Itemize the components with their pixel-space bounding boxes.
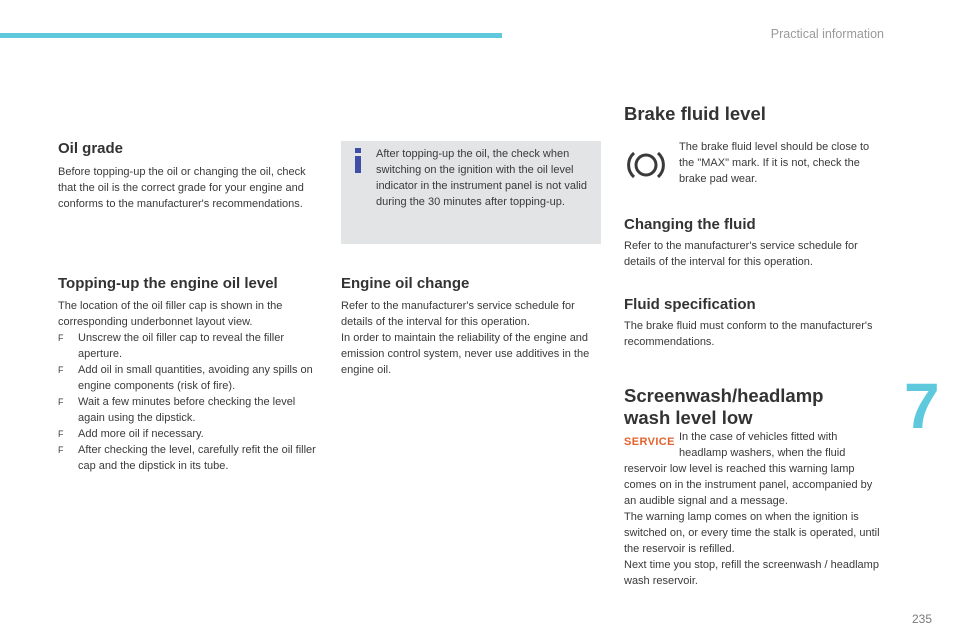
screenwash-text-1: In the case of vehicles fitted with headlamp washers, when the fluid reservoir low level is reached this warning lamp comes on in the instrument panel, accompanied by an audible signal and a message. <box>624 431 873 507</box>
screenwash-text-2: The warning lamp comes on when the ignition is switched on, or every time the stalk is operated, until the reservoir is refilled. <box>624 511 880 555</box>
list-item: F After checking the level, carefully refit the oil filler cap and the dipstick in its tube. <box>58 444 316 472</box>
list-item: F Wait a few minutes before checking the level again using the dipstick. <box>58 396 296 424</box>
topping-up-body <box>58 298 320 474</box>
bullet-marker: F <box>58 429 64 439</box>
bullet-marker: F <box>58 397 64 407</box>
oil-grade-text: Before topping-up the oil or changing the oil, check that the oil is the correct grade for your engine and conforms to the manufacturer's recommendations. <box>58 166 306 210</box>
brake-warning-icon <box>627 147 665 183</box>
brake-fluid-heading: Brake fluid level <box>624 103 766 124</box>
changing-fluid-heading: Changing the fluid <box>624 216 756 233</box>
topping-up-heading: Topping-up the engine oil level <box>58 275 278 292</box>
chapter-number: 7 <box>904 370 940 442</box>
bullet-marker: F <box>58 365 64 375</box>
engine-oil-change-text-2: In order to maintain the reliability of the engine and emission control system, never use additives in the engine oil. <box>341 332 590 376</box>
oil-grade-heading: Oil grade <box>58 140 124 157</box>
brake-fluid-text: The brake fluid level should be close to the "MAX" mark. If it is not, check the brake pad wear. <box>679 141 870 185</box>
screenwash-body <box>624 429 886 589</box>
list-item: F Add more oil if necessary. <box>58 428 204 440</box>
list-item: F Unscrew the oil filler cap to reveal the filler aperture. <box>58 332 285 360</box>
bullet-marker: F <box>58 445 64 455</box>
info-note-text: After topping-up the oil, the check when switching on the ignition with the oil level indicator in the instrument panel is not valid during the 30 minutes after topping-up. <box>376 148 587 208</box>
list-item: F Add oil in small quantities, avoiding any spills on engine components (risk of fire). <box>58 364 313 392</box>
info-note-box <box>341 141 601 244</box>
bullet-marker: F <box>58 333 64 343</box>
changing-fluid-text: Refer to the manufacturer's service schedule for details of the interval for this operation. <box>624 240 858 268</box>
section-title: Practical information <box>770 27 884 41</box>
page-number: 235 <box>912 612 933 626</box>
screenwash-heading <box>624 385 823 429</box>
header-accent-bar <box>0 33 502 38</box>
fluid-spec-text: The brake fluid must conform to the manufacturer's recommendations. <box>624 320 873 348</box>
screenwash-heading-line-2: wash level low <box>624 407 753 428</box>
engine-oil-change-heading: Engine oil change <box>341 275 470 292</box>
screenwash-heading-line-1: Screenwash/headlamp <box>624 385 824 406</box>
service-warning-icon: SERVICE <box>624 436 675 448</box>
screenwash-text-3: Next time you stop, refill the screenwash / headlamp wash reservoir. <box>624 559 879 587</box>
topping-up-intro: The location of the oil filler cap is shown in the corresponding underbonnet layout view. <box>58 300 283 328</box>
engine-oil-change-text-1: Refer to the manufacturer's service schedule for details of the interval for this operation. <box>341 300 575 328</box>
fluid-spec-heading: Fluid specification <box>624 296 756 313</box>
engine-oil-change-body <box>341 298 601 378</box>
info-icon <box>352 148 364 174</box>
